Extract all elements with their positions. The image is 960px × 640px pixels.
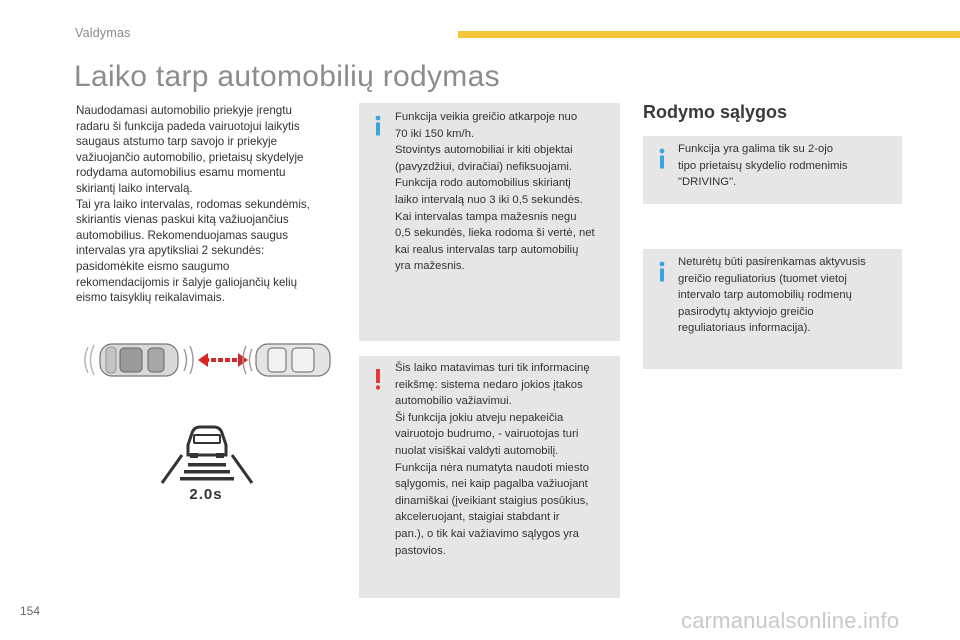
info-icon [655, 261, 669, 283]
note-warning-text: Šis laiko matavimas turi tik informacinę reikšmę: sistema nedaro jokios įtakos automobilio važiavimui. Ši funkcija jokiu atveju nepakeičia vairuotojo budrumo, - vairuotojas turi nuolat visiškai valdyti automobilį. Funkcija nėra numatyta naudoti miesto sąlygomis, nei kaip pagalba važiuojant dinamiškai (įveikiant staigius posūkius, akceleruojant, staigiai stabdant ir pan.), o tik kai važiavimo sąlygos yra pastovios. [395, 362, 590, 557]
note-driving-display [643, 136, 902, 204]
distance-arrow-icon [198, 353, 248, 367]
rear-car-icon [100, 344, 178, 376]
watermark: carmanualsonline.info [681, 608, 900, 633]
car-distance-illustration [76, 335, 338, 385]
note-driving-text: Funkcija yra galima tik su 2-ojo tipo prietaisų skydelio rodmenimis "DRIVING". [678, 143, 848, 189]
time-gap-display-icon [156, 425, 256, 503]
time-gap-value: 2.0s [189, 486, 223, 503]
note-cruise-control [643, 249, 902, 369]
conditions-heading: Rodymo sąlygos [643, 102, 788, 122]
section-label: Valdymas [75, 26, 131, 40]
front-car-icon [256, 344, 330, 376]
note-speed-text: Funkcija veikia greičio atkarpoje nuo 70 iki 150 km/h. Stovintys automobiliai ir kiti objektai (pavyzdžiui, dviračiai) nefiksuojami. Funkcija rodo automobilius skiriantį laiko intervalą nuo 3 iki 0,5 sekundės. Kai intervalas tampa mažesnis negu 0,5 sekundės, lieka rodoma ši vertė, net kai realus intervalas tarp automobilių yra mažesnis. [395, 111, 595, 273]
warning-icon [371, 368, 385, 390]
page-number: 154 [20, 604, 41, 618]
note-warning [359, 356, 620, 598]
info-icon [655, 148, 669, 170]
note-speed-range [359, 103, 620, 341]
info-icon [371, 115, 385, 137]
intro-text: Naudodamasi automobilio priekyje įrengtu radaru ši funkcija padeda vairuotojui laikytis saugaus atstumo tarp savojo ir priekyje važiuojančio automobilio, prietaisų skydelyje rodydama automobilius esamu momentu skiriantį laiko intervalą. Tai yra laiko intervalas, rodomas sekundėmis, skiriantis vienas paskui kitą važiuojančius automobilius. Rekomenduojamas saugus intervalas yra apytiksliai 2 sekundės: pasidomėkite eismo saugumo rekomendacijomis ir šalyje galiojančių kelių eismo taisyklių reikalavimais. [76, 104, 310, 305]
header-accent-bar [458, 31, 960, 38]
note-cruise-text: Neturėtų būti pasirenkamas aktyvusis greičio reguliatorius (tuomet vietoj intervalo tarp automobilių rodmenų pasirodytų aktyviojo greičio reguliatoriaus informacija). [678, 256, 866, 335]
page-title: Laiko tarp automobilių rodymas [74, 60, 500, 93]
